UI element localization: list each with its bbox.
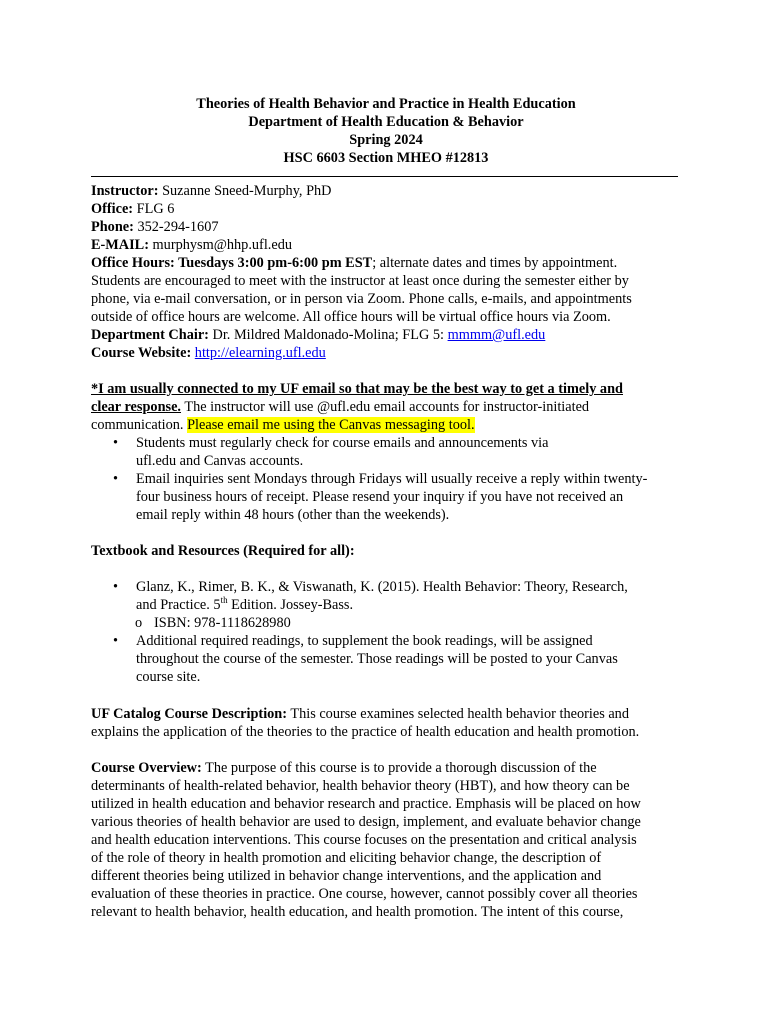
isbn-list [91, 614, 681, 632]
email-notice-text: communication. [91, 417, 188, 433]
list-item-text: course site. [136, 669, 201, 685]
bullet-icon: • [113, 633, 119, 649]
office-hours-text: outside of office hours are welcome. All office hours will be virtual office hours via Zoom. [91, 309, 611, 325]
contact-info [91, 182, 681, 362]
course-website-label: Course Website: [91, 345, 192, 361]
list-item-text: ufl.edu and Canvas accounts. [136, 453, 304, 469]
sub-bullet-icon: o [135, 615, 143, 631]
list-item-text: Email inquiries sent Mondays through Fridays will usually receive a reply within twenty- [136, 471, 648, 487]
office-line [91, 200, 681, 218]
instructor-value: Suzanne Sneed-Murphy, PhD [158, 183, 332, 199]
overview-text: various theories of health behavior are used to design, implement, and evaluate behavior change [91, 814, 641, 830]
office-hours-text: phone, via e-mail conversation, or in person via Zoom. Phone calls, e-mails, and appointments [91, 291, 632, 307]
email-line [91, 236, 681, 254]
email-notice-list [91, 434, 681, 524]
email-label: E-MAIL: [91, 237, 149, 253]
email-notice-text: The instructor will use @ufl.edu email accounts for instructor-initiated [181, 399, 590, 415]
header-divider [91, 176, 678, 177]
department-chair-line [91, 326, 681, 344]
catalog-text: This course examines selected health behavior theories and [287, 706, 629, 722]
office-hours-line [91, 254, 681, 272]
canvas-messaging-highlight: Please email me using the Canvas messaging tool. [187, 417, 475, 433]
office-hours-value: ; alternate dates and times by appointment. [372, 255, 618, 271]
instructor-label: Instructor: [91, 183, 159, 199]
phone-value: 352-294-1607 [133, 219, 219, 235]
course-website-line [91, 344, 681, 362]
overview-text: relevant to health behavior, health education, and health promotion. The intent of this course, [91, 904, 624, 920]
email-notice-line [91, 416, 681, 434]
department-name: Department of Health Education & Behavior [248, 114, 524, 130]
list-item-text: throughout the course of the semester. Those readings will be posted to your Canvas [136, 651, 618, 667]
instructor-line [91, 182, 681, 200]
email-notice-emphasis: *I am usually connected to my UF email so that may be the best way to get a timely and [91, 381, 623, 397]
overview-line [91, 759, 681, 777]
edition-text: Edition. Jossey-Bass. [227, 597, 354, 613]
email-notice-emphasis: clear response. [91, 399, 182, 415]
list-item [91, 632, 681, 686]
list-item-text: Additional required readings, to supplement the book readings, will be assigned [136, 633, 593, 649]
isbn-text: ISBN: 978-1118628980 [154, 615, 291, 631]
email-notice [91, 380, 681, 524]
semester: Spring 2024 [349, 132, 423, 148]
overview-label: Course Overview: [91, 760, 202, 776]
overview-text: of the role of theory in health promotion and eliciting behavior change, the description of [91, 850, 602, 866]
overview-text: different theories being utilized in behavior change interventions, and the application and [91, 868, 602, 884]
course-header [91, 95, 681, 167]
email-notice-line [91, 398, 681, 416]
office-value: FLG 6 [133, 201, 175, 217]
overview-text: determinants of health-related behavior, health behavior theory (HBT), and how theory can be [91, 778, 630, 794]
list-item-text: email reply within 48 hours (other than the weekends). [136, 507, 450, 523]
catalog-text: explains the application of the theories to the practice of health education and health promotion. [91, 724, 640, 740]
bullet-icon: • [113, 471, 119, 487]
list-item-text: Students must regularly check for course emails and announcements via [136, 435, 549, 451]
section-heading: Textbook and Resources (Required for all): [91, 543, 355, 559]
textbook-list [91, 578, 681, 614]
department-chair-label: Department Chair: [91, 327, 209, 343]
course-website-link[interactable]: http://elearning.ufl.edu [194, 345, 326, 361]
list-item-text: four business hours of receipt. Please resend your inquiry if you have not received an [136, 489, 624, 505]
course-section: HSC 6603 Section MHEO #12813 [283, 150, 489, 166]
department-chair-value: Dr. Mildred Maldonado-Molina; FLG 5: [208, 327, 448, 343]
textbook-section [91, 578, 681, 686]
list-item [91, 614, 681, 632]
phone-label: Phone: [91, 219, 134, 235]
list-item [91, 578, 681, 614]
textbook-list [91, 632, 681, 686]
office-hours-label: Office Hours: Tuesdays 3:00 pm-6:00 pm EST [91, 255, 373, 271]
office-hours-text: Students are encouraged to meet with the instructor at least once during the semester either by [91, 273, 629, 289]
bullet-icon: • [113, 579, 119, 595]
textbook-heading [91, 542, 681, 560]
list-item-text: Glanz, K., Rimer, B. K., & Viswanath, K. (2015). Health Behavior: Theory, Research, [136, 579, 628, 595]
bullet-icon: • [113, 435, 119, 451]
overview-text: utilized in health education and behavior research and practice. Emphasis will be placed on how [91, 796, 641, 812]
list-item [91, 434, 681, 470]
overview-text: and health education interventions. This course focuses on the presentation and critical analysis [91, 832, 637, 848]
office-label: Office: [91, 201, 134, 217]
department-chair-email-link[interactable]: mmmm@ufl.edu [447, 327, 546, 343]
overview-text: The purpose of this course is to provide a thorough discussion of the [201, 760, 597, 776]
course-title: Theories of Health Behavior and Practice in Health Education [196, 96, 576, 112]
email-notice-bold [91, 380, 681, 398]
list-item-text [136, 596, 681, 614]
edition-text: and Practice. 5 [136, 597, 221, 613]
catalog-line [91, 705, 681, 723]
edition-superscript: th [220, 595, 228, 606]
course-overview [91, 759, 681, 921]
list-item [91, 470, 681, 524]
email-value: murphysm@hhp.ufl.edu [148, 237, 293, 253]
overview-text: evaluation of these theories in practice. One course, however, cannot possibly cover all theories [91, 886, 638, 902]
phone-line [91, 218, 681, 236]
catalog-description [91, 705, 681, 741]
catalog-label: UF Catalog Course Description: [91, 706, 288, 722]
